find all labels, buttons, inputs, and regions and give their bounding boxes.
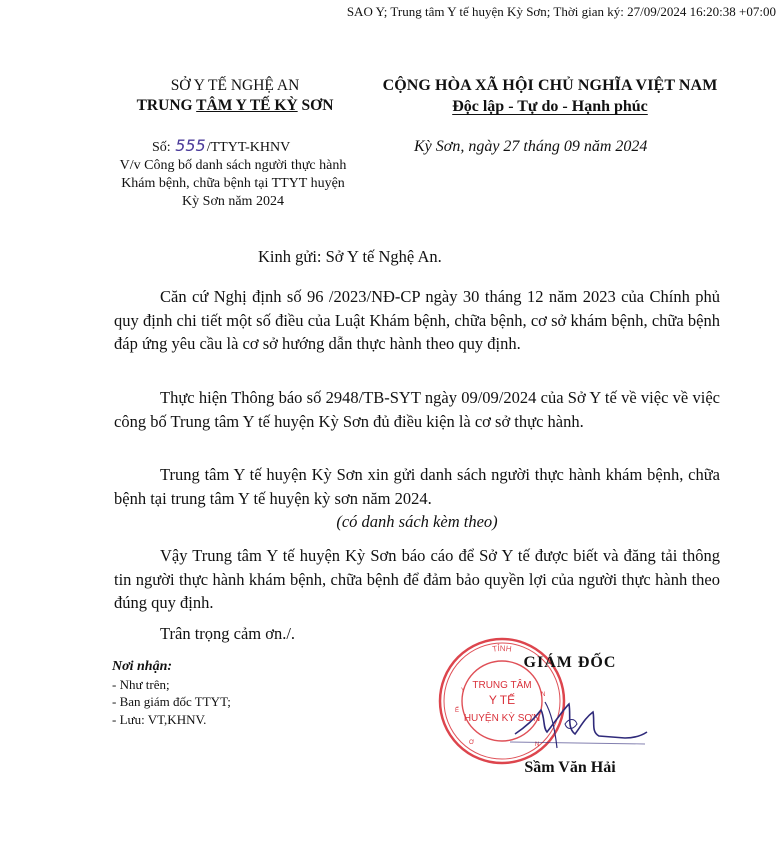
national-motto: Độc lập - Tự do - Hạnh phúc	[452, 98, 648, 115]
org-name-part: TRUNG	[136, 97, 197, 114]
digital-signature-stamp: SAO Y; Trung tâm Y tế huyện Kỳ Sơn; Thời gian ký: 27/09/2024 16:20:38 +07:00	[346, 4, 776, 19]
issuing-organization	[100, 76, 370, 116]
paragraph-implementation	[114, 386, 720, 433]
svg-text:Ế: Ế	[455, 708, 460, 714]
paragraph-closing	[114, 622, 720, 646]
recipients-title: Nơi nhận:	[112, 659, 173, 674]
parent-organization: SỞ Y TẾ NGHỆ AN	[170, 77, 300, 94]
paragraph-legal-basis	[114, 285, 720, 356]
national-heading	[360, 76, 740, 118]
subject-line: Khám bệnh, chữa bệnh tại TTYT huyện	[121, 176, 345, 191]
paragraph-request	[114, 544, 720, 615]
org-name-underlined: TÂM Y TẾ KỲ	[196, 97, 298, 114]
seal-text: HUYỆN KỲ SƠN	[463, 713, 541, 724]
paragraph-text: Trân trọng cảm ơn./.	[160, 624, 296, 643]
recipient-item: - Như trên;	[112, 676, 170, 692]
doc-no-label: Số:	[152, 140, 171, 155]
document-number	[152, 136, 290, 156]
svg-text:TỈNH	[492, 644, 513, 654]
svg-text:Ơ: Ơ	[469, 740, 475, 746]
handwritten-signature	[505, 672, 655, 762]
seal-ring-text: TỈNH	[491, 643, 513, 654]
signer-title: GIÁM ĐỐC	[523, 654, 617, 671]
seal-text: TRUNG TÂM	[472, 680, 532, 691]
greeting: Kinh gửi: Sở Y tế Nghệ An.	[258, 247, 442, 266]
recipient-item: - Lưu: VT,KHNV.	[112, 711, 207, 727]
doc-no-handwritten: 555	[175, 136, 206, 155]
doc-no-code: /TTYT-KHNV	[206, 140, 291, 155]
attachment-note: (có danh sách kèm theo)	[336, 512, 498, 531]
organization-name	[100, 96, 370, 116]
svg-text:Y: Y	[461, 688, 466, 694]
subject-line: Kỳ Sơn năm 2024	[182, 194, 284, 209]
recipients-block	[112, 658, 231, 728]
place-and-date: Kỳ Sơn, ngày 27 tháng 09 năm 2024	[414, 138, 648, 155]
paragraph-text: Trung tâm Y tế huyện Kỳ Sơn xin gửi danh sách người thực hành khám bệnh, chữa bệnh tại trung tâm Y tế huyện kỳ sơn năm 2024.	[114, 465, 720, 508]
paragraph-text: Căn cứ Nghị định số 96 /2023/NĐ-CP ngày 30 tháng 12 năm 2023 của Chính phủ quy định chi tiết một số điều của Luật Khám bệnh, chữa bệnh, cơ sở khám bệnh, chữa bệnh đáp ứng yêu cầu là cơ sở hướng dẫn thực hành theo quy định.	[114, 287, 720, 353]
nation-name: CỘNG HÒA XÃ HỘI CHỦ NGHĨA VIỆT NAM	[382, 77, 718, 94]
svg-text:N: N	[541, 692, 546, 698]
paragraph-text: Thực hiện Thông báo số 2948/TB-SYT ngày 09/09/2024 của Sở Y tế về việc về việc công bố Trung tâm Y tế huyện Kỳ Sơn đủ điều kiện là cơ sở thực hành.	[114, 388, 720, 431]
paragraph-submission	[114, 463, 720, 510]
org-name-part: SƠN	[297, 97, 334, 114]
paragraph-text: Vậy Trung tâm Y tế huyện Kỳ Sơn báo cáo để Sở Y tế được biết và đăng tải thông tin người thực hành khám bệnh, chữa bệnh để đảm bảo quyền lợi của người thực hành theo đúng quy định.	[114, 546, 720, 612]
svg-text:N: N	[535, 742, 540, 748]
subject-line: V/v Công bố danh sách người thực hành	[119, 158, 347, 173]
seal-text: Y TẾ	[488, 693, 516, 707]
document-subject	[92, 157, 374, 211]
recipient-item: - Ban giám đốc TTYT;	[112, 694, 231, 709]
signer-name: Sầm Văn Hải	[524, 759, 616, 776]
